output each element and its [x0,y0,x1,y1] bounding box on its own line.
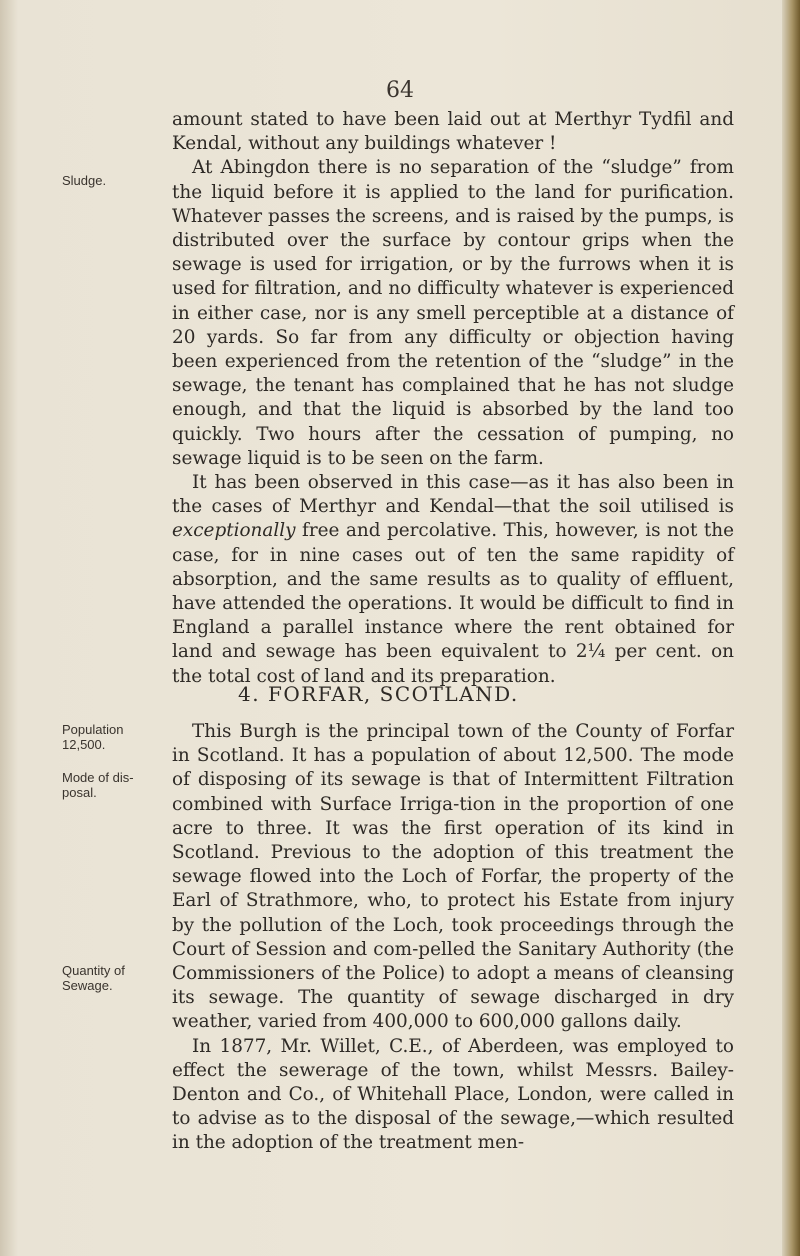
margin-note-population [62,722,162,752]
margin-note-mode-of-disposal: Mode of dis-posal. [62,770,134,800]
paragraph-abingdon-sludge: At Abingdon there is no separation of the “sludge” from the liquid before it is applied to the land for purification. Whatever passes the screens, and is raised by the pumps, is distributed over the surface by contour grips when the sewage is used for irrigation, or by the furrows when it is used for filtration, and no difficulty whatever is experienced in either case, nor is any smell perceptible at a distance of 20 yards. So far from any difficulty or objection having been experienced from the retention of the “sludge” in the sewage, the tenant has complained that he has not sludge enough, and that the liquid is absorbed by the land too quickly. Two hours after the cessation of pumping, no sewage liquid is to be seen on the farm. [172,157,734,469]
section-heading: 4. FORFAR, SCOTLAND. [238,682,519,706]
text-block-forfar [172,720,734,1156]
margin-note-sludge: Sludge. [62,173,107,188]
paragraph-forfar-burgh: This Burgh is the principal town of the County of Forfar in Scotland. It has a population of about 12,500. The mode of disposing of its sewage is that of Intermittent Filtration combined with Surface Irriga-tion in the proportion of one acre to three. It was the first operation of its kind in Scotland. Previous to the adoption of this treatment the sewage flowed into the Loch of Forfar, the property of the Earl of Strathmore, who, to protect his Estate from injury by the pollution of the Loch, took proceedings through the Court of Session and com-pelled the Sanitary Authority (the Commissioners of the Police) to adopt a means of cleansing its sewage. The quantity of sewage discharged in dry weather, varied from 400,000 to 600,000 gallons daily. [172,721,734,1033]
text-block-abingdon [172,108,734,689]
paragraph-soil-observation [172,471,734,689]
margin-note-quantity-of-sewage: Quantity of Sewage. [62,963,125,993]
paragraph-continuation: amount stated to have been laid out at Merthyr Tydfil and Kendal, without any buildings whatever ! [172,109,734,155]
page-number: 64 [386,78,414,103]
population-label: Population [62,722,124,737]
emphasis-exceptionally: exceptionally [172,520,296,542]
paragraph-willet-1877: In 1877, Mr. Willet, C.E., of Aberdeen, was employed to effect the sewerage of the town, whilst Messrs. Bailey-Denton and Co., of Whitehall Place, London, were called in to advise as to the disposal of the sewage,—which resulted in the adoption of the treatment men- [172,1035,734,1154]
page-edge-shadow [782,0,800,1256]
population-value: 12,500. [62,737,106,752]
paragraph-soil-text-before: It has been observed in this case—as it has also been in the cases of Merthyr and Kendal—that the soil utilised is [172,472,734,518]
paragraph-soil-text-after: free and percolative. This, however, is not the case, for in nine cases out of ten the same rapidity of absorption, and the same results as to quality of effluent, have attended the operations. It would be difficult to find in England a parallel instance where the rent obtained for land and sewage has been equivalent to 2¼ per cent. on the total cost of land and its preparation. [172,520,734,687]
